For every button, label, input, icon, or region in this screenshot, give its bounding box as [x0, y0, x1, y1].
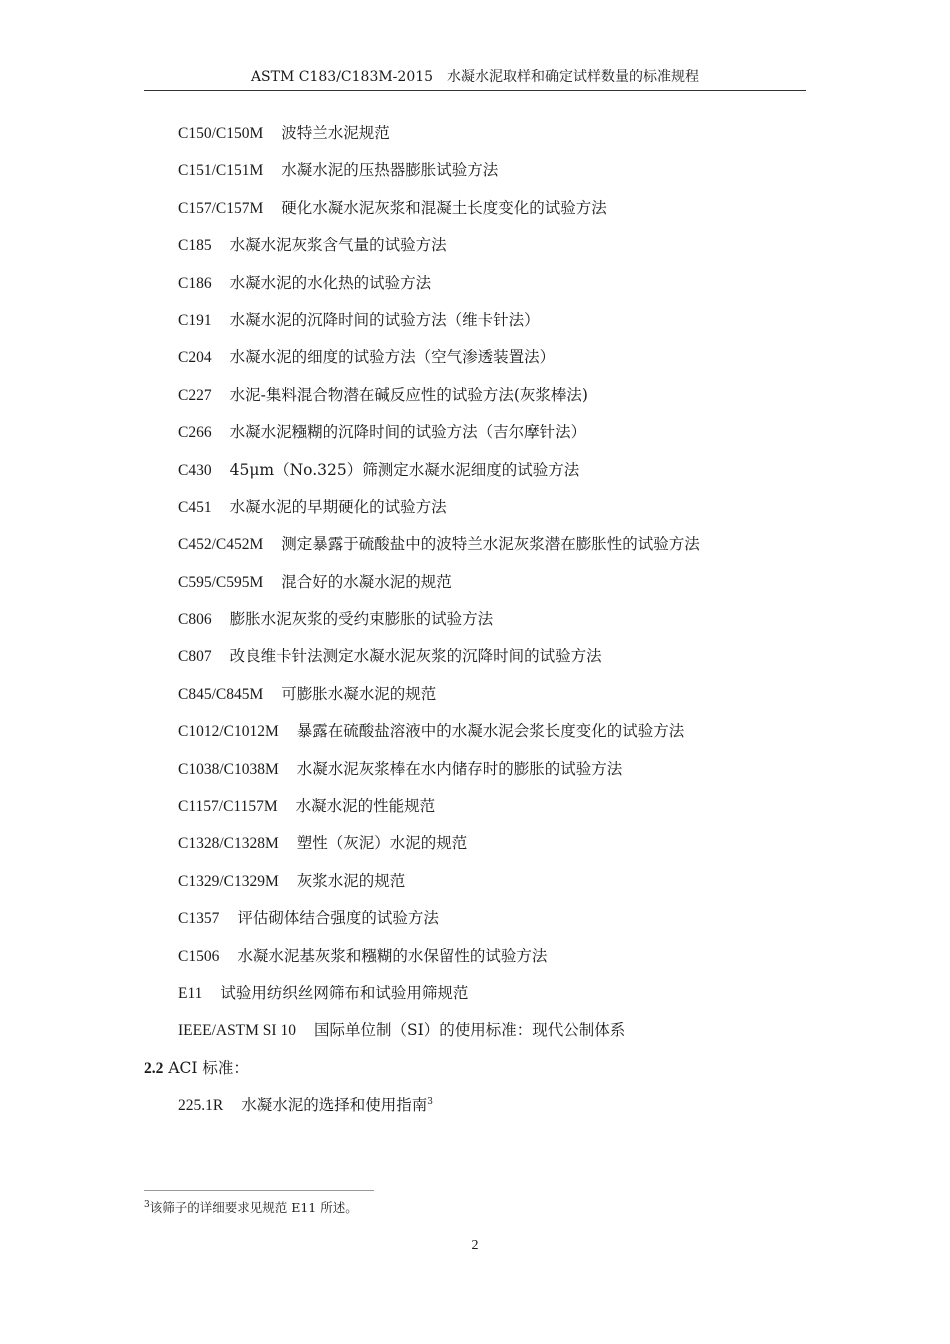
- reference-title: 水凝水泥的选择和使用指南: [241, 1096, 428, 1115]
- section-heading-2-2: [144, 1053, 806, 1090]
- document-body: [144, 118, 806, 1128]
- reference-item: [144, 604, 806, 641]
- reference-item: [144, 155, 806, 192]
- reference-item: [144, 978, 806, 1015]
- reference-title: 水泥-集料混合物潜在碱反应性的试验方法(灰浆棒法): [229, 385, 588, 404]
- reference-code: C806: [178, 611, 212, 629]
- reference-code: C845/C845M: [178, 685, 264, 703]
- reference-title: 硬化水凝水泥灰浆和混凝土长度变化的试验方法: [281, 198, 607, 217]
- reference-code: C227: [178, 386, 212, 404]
- reference-title: 暴露在硫酸盐溶液中的水凝水泥会浆长度变化的试验方法: [296, 722, 685, 741]
- reference-title: 水凝水泥的水化热的试验方法: [229, 273, 432, 292]
- reference-title: 膨胀水泥灰浆的受约束膨胀的试验方法: [229, 610, 494, 629]
- reference-title: 45μm（No.325）筛测定水凝水泥细度的试验方法: [229, 460, 580, 479]
- reference-title: 测定暴露于硫酸盐中的波特兰水泥灰浆潜在膨胀性的试验方法: [281, 535, 700, 554]
- reference-title: 水凝水泥的早期硬化的试验方法: [229, 497, 447, 516]
- reference-item: [144, 230, 806, 267]
- footnote-ref-marker: 3: [427, 1097, 433, 1107]
- reference-item: [144, 268, 806, 305]
- reference-title: 水凝水泥的压热器膨胀试验方法: [281, 161, 499, 180]
- reference-code: C204: [178, 349, 212, 367]
- reference-item: [144, 380, 806, 417]
- reference-title: 波特兰水泥规范: [281, 124, 390, 142]
- reference-title: 评估砌体结合强度的试验方法: [237, 909, 439, 928]
- section-number: 2.2: [144, 1059, 164, 1077]
- reference-code: C1328/C1328M: [178, 835, 279, 853]
- reference-item: [144, 118, 806, 155]
- reference-item: [144, 791, 806, 828]
- reference-item: [144, 641, 806, 678]
- footnote-marker: 3: [144, 1199, 150, 1210]
- reference-title: 水凝水泥糨糊的沉降时间的试验方法（吉尔摩针法）: [229, 423, 587, 442]
- reference-title: 水凝水泥灰浆含气量的试验方法: [229, 236, 447, 255]
- reference-list-astm: [144, 118, 806, 1053]
- footnote: [144, 1198, 358, 1218]
- reference-title: 混合好的水凝水泥的规范: [281, 572, 452, 591]
- reference-item: [144, 529, 806, 566]
- reference-code: C191: [178, 311, 212, 329]
- reference-item: [144, 1015, 806, 1052]
- page-number: 2: [471, 1238, 479, 1253]
- reference-item: [144, 417, 806, 454]
- reference-code: 225.1R: [178, 1097, 224, 1115]
- reference-code: C150/C150M: [178, 125, 264, 142]
- reference-code: C807: [178, 648, 212, 666]
- reference-code: C157/C157M: [178, 199, 264, 217]
- reference-item: [144, 679, 806, 716]
- reference-item: [144, 193, 806, 230]
- reference-code: C1506: [178, 947, 220, 965]
- reference-item: [144, 754, 806, 791]
- reference-code: C266: [178, 424, 212, 442]
- reference-item: [144, 455, 806, 492]
- reference-title: 水凝水泥的细度的试验方法（空气渗透装置法）: [229, 348, 556, 367]
- reference-code: C451: [178, 498, 212, 516]
- reference-code: C430: [178, 461, 212, 479]
- reference-title: 可膨胀水凝水泥的规范: [281, 684, 437, 703]
- reference-title: 水凝水泥基灰浆和糨糊的水保留性的试验方法: [237, 946, 548, 965]
- reference-title: 水凝水泥的沉降时间的试验方法（维卡针法）: [229, 310, 540, 329]
- footnote-text: 该筛子的详细要求见规范 E11 所述。: [149, 1200, 358, 1215]
- reference-item: [144, 941, 806, 978]
- reference-title: 改良维卡针法测定水凝水泥灰浆的沉降时间的试验方法: [229, 647, 602, 666]
- reference-item: [144, 716, 806, 753]
- reference-item-aci: [144, 1090, 806, 1127]
- running-header: [144, 66, 806, 91]
- section-label: ACI 标准：: [168, 1058, 249, 1077]
- running-header-title: ASTM C183/C183M-2015 水凝水泥取样和确定试样数量的标准规程: [250, 69, 700, 85]
- reference-code: E11: [178, 984, 203, 1002]
- reference-item: [144, 828, 806, 865]
- reference-title: 灰浆水泥的规范: [296, 871, 406, 890]
- reference-item: [144, 567, 806, 604]
- reference-code: C185: [178, 237, 212, 255]
- reference-item: [144, 492, 806, 529]
- reference-code: C452/C452M: [178, 536, 264, 554]
- reference-title: 试验用纺织丝网筛布和试验用筛规范: [220, 983, 469, 1002]
- reference-code: IEEE/ASTM SI 10: [178, 1022, 296, 1040]
- reference-code: C151/C151M: [178, 162, 264, 180]
- reference-code: C1157/C1157M: [178, 798, 278, 816]
- reference-item: [144, 305, 806, 342]
- reference-title: 水凝水泥灰浆棒在水内储存时的膨胀的试验方法: [296, 759, 623, 778]
- reference-item: [144, 866, 806, 903]
- reference-code: C1357: [178, 910, 220, 928]
- reference-code: C1329/C1329M: [178, 872, 279, 890]
- reference-code: C1012/C1012M: [178, 723, 279, 741]
- reference-title: 国际单位制（SI）的使用标准：现代公制体系: [313, 1021, 626, 1040]
- reference-item: [144, 903, 806, 940]
- reference-title: 塑性（灰泥）水泥的规范: [296, 834, 468, 853]
- reference-title: 水凝水泥的性能规范: [295, 797, 436, 816]
- reference-code: C1038/C1038M: [178, 760, 279, 778]
- footnote-divider: [144, 1190, 374, 1191]
- reference-item: [144, 342, 806, 379]
- reference-code: C595/C595M: [178, 573, 264, 591]
- reference-code: C186: [178, 274, 212, 292]
